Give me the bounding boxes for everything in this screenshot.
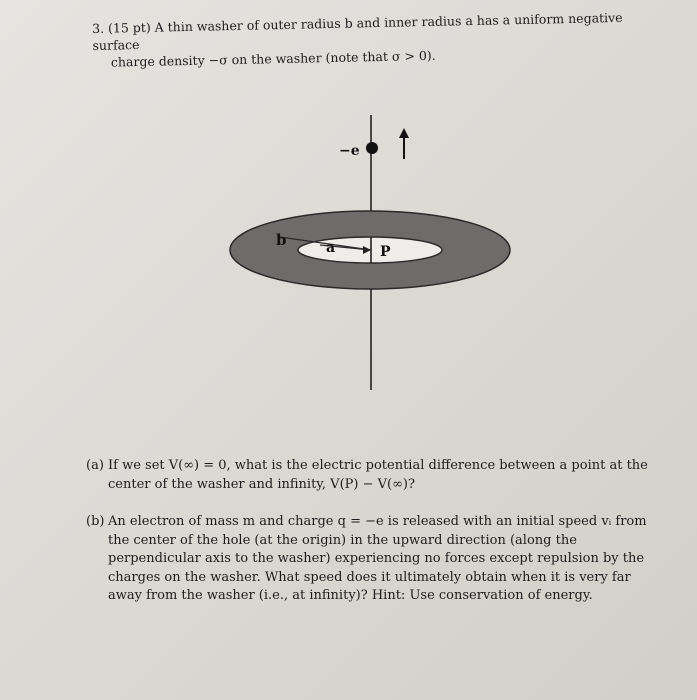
part-a-label: (a) bbox=[86, 458, 104, 473]
electron-dot bbox=[366, 142, 378, 154]
inner-radius-label: a bbox=[326, 240, 336, 256]
part-b bbox=[86, 513, 666, 606]
problem-statement-line-2: charge density −σ on the washer (note that σ > 0). bbox=[110, 47, 436, 70]
velocity-arrow-head bbox=[399, 128, 409, 138]
part-b-text: An electron of mass m and charge q = −e is released with an initial speed vᵢ from the center of the hole (at the origin) in the upward direction (along the perpendicular axis to the washer) experiencing no forces except repulsion by the charges on the washer. What speed does it ultimately obtain when it is very far away from the washer (i.e., at infinity)? Hint: Use conservation of energy. bbox=[108, 514, 647, 603]
washer-diagram bbox=[220, 115, 530, 400]
part-a-text: If we set V(∞) = 0, what is the electric potential difference between a point at the center of the washer and infinity, V(P) − V(∞)? bbox=[108, 458, 648, 492]
point-p-label: P bbox=[380, 244, 391, 260]
problem-statement-line-1: 3. (15 pt) A thin washer of outer radius b and inner radius a has a uniform negative surface bbox=[92, 9, 623, 53]
electron-label: −e bbox=[339, 143, 360, 159]
problem-statement bbox=[92, 8, 653, 71]
part-a bbox=[86, 457, 666, 494]
outer-radius-label: b bbox=[276, 231, 287, 249]
part-b-label: (b) bbox=[86, 514, 105, 529]
